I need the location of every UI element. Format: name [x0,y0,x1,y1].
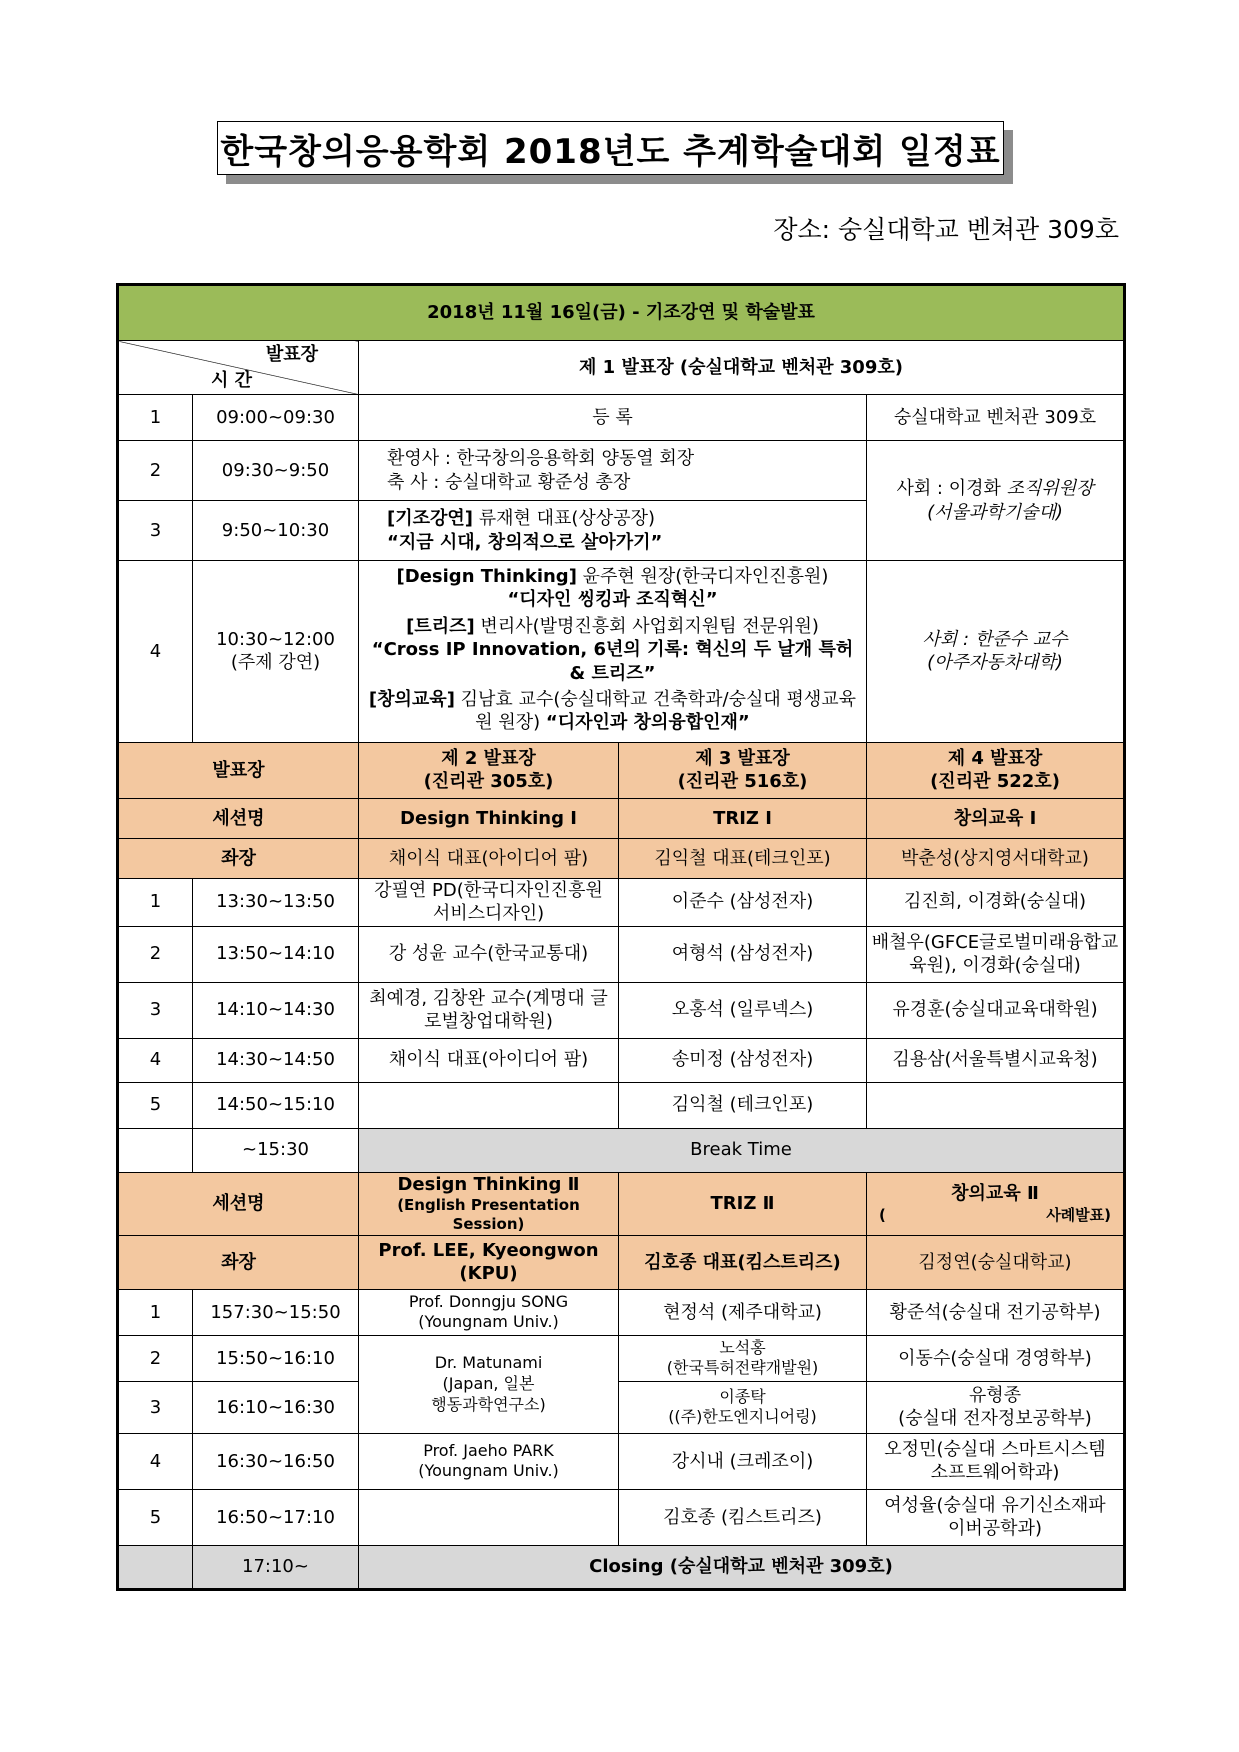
session2-row-5 [118,1489,1125,1545]
day-title: 2018년 11월 16일(금) - 기조강연 및 학술발표 [118,285,1125,341]
time-cell: 157:30~15:50 [193,1289,359,1335]
keynote-title: “지금 시대, 창의적으로 살아가기” [387,531,663,553]
talk-1-title: “디자인 씽킹과 조직혁신” [507,589,718,611]
time-cell: 09:00~09:30 [193,395,359,441]
room3-name: 제 3 발표장 [695,747,790,769]
room-label: 발표장 [265,344,318,365]
talk-2-speaker: 변리사(발명진흥회 사업회지원팀 전문위원) [474,615,819,637]
chair-label: 좌장 [118,838,359,878]
room2-location: (진리관 305호) [423,771,554,793]
presenter-room4: 김진희, 이경화(숭실대) [867,878,1125,926]
presenter-room3: 김익철 (테크인포) [619,1082,867,1128]
presenter-affil: (Japan, 일본 [442,1374,535,1393]
session2-room4-sub: 사례발표) [1046,1205,1112,1224]
room-header-row [118,341,1125,395]
moderator-2-text: 사회 : 한준수 교수 [922,628,1068,650]
presenter-room3 [619,1335,867,1381]
presenter-room3: 여형석 (삼성전자) [619,926,867,982]
presenter-room3: 강시내 (크레조이) [619,1433,867,1489]
time-cell: 13:50~14:10 [193,926,359,982]
chair-room2 [359,1235,619,1289]
break-time: ~15:30 [193,1128,359,1172]
chair-room4: 김정연(숭실대학교) [867,1235,1125,1289]
time-cell: 16:30~16:50 [193,1433,359,1489]
row-number: 4 [118,1038,193,1082]
room4-name: 제 4 발표장 [947,747,1043,769]
session2-room2-sub: (English Presentation Session) [397,1195,580,1234]
presenter-room2 [359,1082,619,1128]
room3-header [619,742,867,798]
time-cell: 9:50~10:30 [193,501,359,561]
closing-time: 17:10~ [193,1545,359,1589]
presenter-room3: 김호종 (킴스트리즈) [619,1489,867,1545]
rooms-row [118,742,1125,798]
presenter-name: 유형종 [968,1385,1022,1407]
presenter-room4: 유경훈(숭실대교육대학원) [867,982,1125,1038]
congrats-line: 축 사 : 숭실대학교 황준성 총장 [387,471,631,493]
time-cell: 14:50~15:10 [193,1082,359,1128]
morning-row-4 [118,561,1125,743]
session1-row-2 [118,926,1125,982]
session-label: 세션명 [118,798,359,838]
time-cell: 14:30~14:50 [193,1038,359,1082]
note-cell: 숭실대학교 벤처관 309호 [867,395,1125,441]
presenter-room2 [359,1433,619,1489]
session1-room3: TRIZ Ⅰ [619,798,867,838]
talk-3-speaker: 김남효 교수(숭실대학교 건축학과/숭실대 평생교육원 원장) [454,688,857,734]
row-number: 2 [118,441,193,501]
session1-room2: Design Thinking Ⅰ [359,798,619,838]
program-cell [359,441,867,501]
session2-room4-sub-open: ( [879,1205,886,1224]
presenter-name: 오정민(숭실대 스마트시스템 [884,1439,1106,1461]
venue-text: 장소: 숭실대학교 벤쳐관 309호 [773,215,1119,244]
chair-room3: 김익철 대표(테크인포) [619,838,867,878]
keynote-label: [기조강연] [387,508,474,530]
time-text: 10:30~12:00 [216,628,335,650]
keynote-speaker: 류재현 대표(상상공장) [473,508,655,530]
row-number: 4 [118,1433,193,1489]
session-label: 세션명 [118,1172,359,1235]
closing-empty [118,1545,193,1589]
session2-chair-row [118,1235,1125,1289]
talk-2 [365,615,860,685]
presenter-room2: 채이식 대표(아이디어 팜) [359,1038,619,1082]
closing-label: Closing (숭실대학교 벤처관 309호) [359,1545,1125,1589]
presenter-name: Prof. Jaeho PARK [423,1440,554,1460]
presenter-name: Dr. Matunami [434,1353,543,1373]
document-title [217,121,1004,175]
row-number: 5 [118,1082,193,1128]
row-number: 1 [118,878,193,926]
welcome-line: 환영사 : 한국창의응용학회 양동열 회장 [387,448,695,470]
time-cell: 15:50~16:10 [193,1335,359,1381]
room2-header [359,742,619,798]
row-number: 4 [118,561,193,743]
presenter-room4: 배철우(GFCE글로벌미래융합교육원), 이경화(숭실대) [867,926,1125,982]
row-number: 3 [118,1381,193,1433]
session2-name-row [118,1172,1125,1235]
presenter-room3 [619,1381,867,1433]
presenter-name: Prof. Donngju SONG [408,1291,569,1311]
session1-name-row [118,798,1125,838]
session2-room3: TRIZ Ⅱ [619,1172,867,1235]
session2-room4 [867,1172,1125,1235]
row-number: 5 [118,1489,193,1545]
presenter-room4 [867,1082,1125,1128]
talk-1-speaker: 윤주현 원장(한국디자인진흥원) [576,566,829,587]
presenter-room2 [359,1289,619,1335]
break-row [118,1128,1125,1172]
time-note: (주제 강연) [230,652,321,674]
day-title-row [118,285,1125,341]
presenter-affil: (한국특허전략개발원) [666,1358,819,1378]
moderator-affil: (서울과학기술대) [927,501,1063,523]
session2-row-4 [118,1433,1125,1489]
presenter-affil-2: 행동과학연구소) [431,1394,546,1414]
moderator-cell-2 [867,561,1125,743]
room1-header: 제 1 발표장 (숭실대학교 벤처관 309호) [359,341,1125,395]
talk-3-label: [창의교육] [368,688,455,710]
chair-room2-affil: (KPU) [459,1263,518,1285]
session1-row-5 [118,1082,1125,1128]
header-diagonal-cell [118,341,359,395]
chair-room3: 김호종 대표(킴스트리즈) [619,1235,867,1289]
moderator-role: 조직위원장 [1006,478,1094,500]
talk-3 [365,688,860,735]
document-title-text: 한국창의응용학회 2018년도 추계학술대회 일정표 [220,131,1001,172]
time-cell [193,561,359,743]
talk-1 [365,565,860,612]
row-number: 2 [118,1335,193,1381]
session1-room4: 창의교육 Ⅰ [867,798,1125,838]
time-cell: 16:10~16:30 [193,1381,359,1433]
presenter-name: 노석홍 [719,1337,766,1357]
presenter-room3: 오홍석 (일루넥스) [619,982,867,1038]
room3-location: (진리관 516호) [677,771,808,793]
room4-location: (진리관 522호) [930,771,1060,793]
time-cell: 16:50~17:10 [193,1489,359,1545]
presenter-room4 [867,1433,1125,1489]
row-number: 1 [118,395,193,441]
presenter-room2: 강 성윤 교수(한국교통대) [359,926,619,982]
session2-room4-name: 창의교육 Ⅱ [951,1183,1039,1205]
talk-2-title: “Cross IP Innovation, 6년의 기록: 혁신의 두 날개 특허 & 트리즈” [371,639,854,684]
session2-row-2 [118,1335,1125,1381]
moderator-text: 사회 : 이경화 [896,478,1007,500]
chair-label: 좌장 [118,1235,359,1289]
presenter-room2-merged [359,1335,619,1433]
room4-header [867,742,1125,798]
presenter-name: 이종탁 [719,1386,766,1406]
presenter-room4: 황준석(숭실대 전기공학부) [867,1289,1125,1335]
presenter-affil: (Youngnam Univ.) [418,1461,559,1481]
presenter-room2: 강필연 PD(한국디자인진흥원 서비스디자인) [359,878,619,926]
chair-room4: 박춘성(상지영서대학교) [867,838,1125,878]
break-empty [118,1128,193,1172]
presenter-name: 여성율(숭실대 유기신소재파 [884,1495,1106,1517]
session2-room2 [359,1172,619,1235]
closing-row [118,1545,1125,1589]
morning-row-1 [118,395,1125,441]
chair-room2: 채이식 대표(아이디어 팜) [359,838,619,878]
session2-row-1 [118,1289,1125,1335]
rooms-label: 발표장 [118,742,359,798]
presenter-room2: 최예경, 김창완 교수(계명대 글로벌창업대학원) [359,982,619,1038]
session1-row-1 [118,878,1125,926]
moderator-cell [867,441,1125,561]
presenter-affil: 소프트웨어학과) [930,1462,1060,1484]
keynote-cell [359,501,867,561]
morning-row-2 [118,441,1125,501]
presenter-affil: ((주)한도엔지니어링) [668,1407,817,1427]
session1-row-4 [118,1038,1125,1082]
room2-name: 제 2 발표장 [441,747,536,769]
time-cell: 14:10~14:30 [193,982,359,1038]
presenter-room3: 이준수 (삼성전자) [619,878,867,926]
session1-row-3 [118,982,1125,1038]
program-cell: 등 록 [359,395,867,441]
row-number: 3 [118,501,193,561]
session2-room2-name: Design Thinking Ⅱ [397,1173,580,1195]
chair-room2-name: Prof. LEE, Kyeongwon [378,1240,599,1262]
talk-2-label: [트리즈] [406,615,475,637]
presenter-room3: 현정석 (제주대학교) [619,1289,867,1335]
schedule-table [116,283,1126,1591]
row-number: 2 [118,926,193,982]
presenter-affil: 이버공학과) [948,1518,1042,1540]
talk-1-label: [Design Thinking] [396,566,577,587]
presenter-room4: 김용삼(서울특별시교육청) [867,1038,1125,1082]
moderator-2-affil: (아주자동차대학) [927,652,1063,674]
presenter-room3: 송미정 (삼성전자) [619,1038,867,1082]
time-cell: 13:30~13:50 [193,878,359,926]
talk-3-title: “디자인과 창의융합인재” [545,712,750,734]
time-cell: 09:30~9:50 [193,441,359,501]
presenter-affil: (Youngnam Univ.) [418,1312,559,1332]
row-number: 1 [118,1289,193,1335]
break-label: Break Time [359,1128,1125,1172]
row-number: 3 [118,982,193,1038]
presenter-room4 [867,1489,1125,1545]
presenter-room4 [867,1381,1125,1433]
presenter-room4: 이동수(숭실대 경영학부) [867,1335,1125,1381]
session1-chair-row [118,838,1125,878]
time-label: 시 간 [211,369,253,391]
topic-talks-cell [359,561,867,743]
presenter-room2 [359,1489,619,1545]
session2-row-3 [118,1381,1125,1433]
presenter-affil: (숭실대 전자정보공학부) [898,1408,1092,1430]
